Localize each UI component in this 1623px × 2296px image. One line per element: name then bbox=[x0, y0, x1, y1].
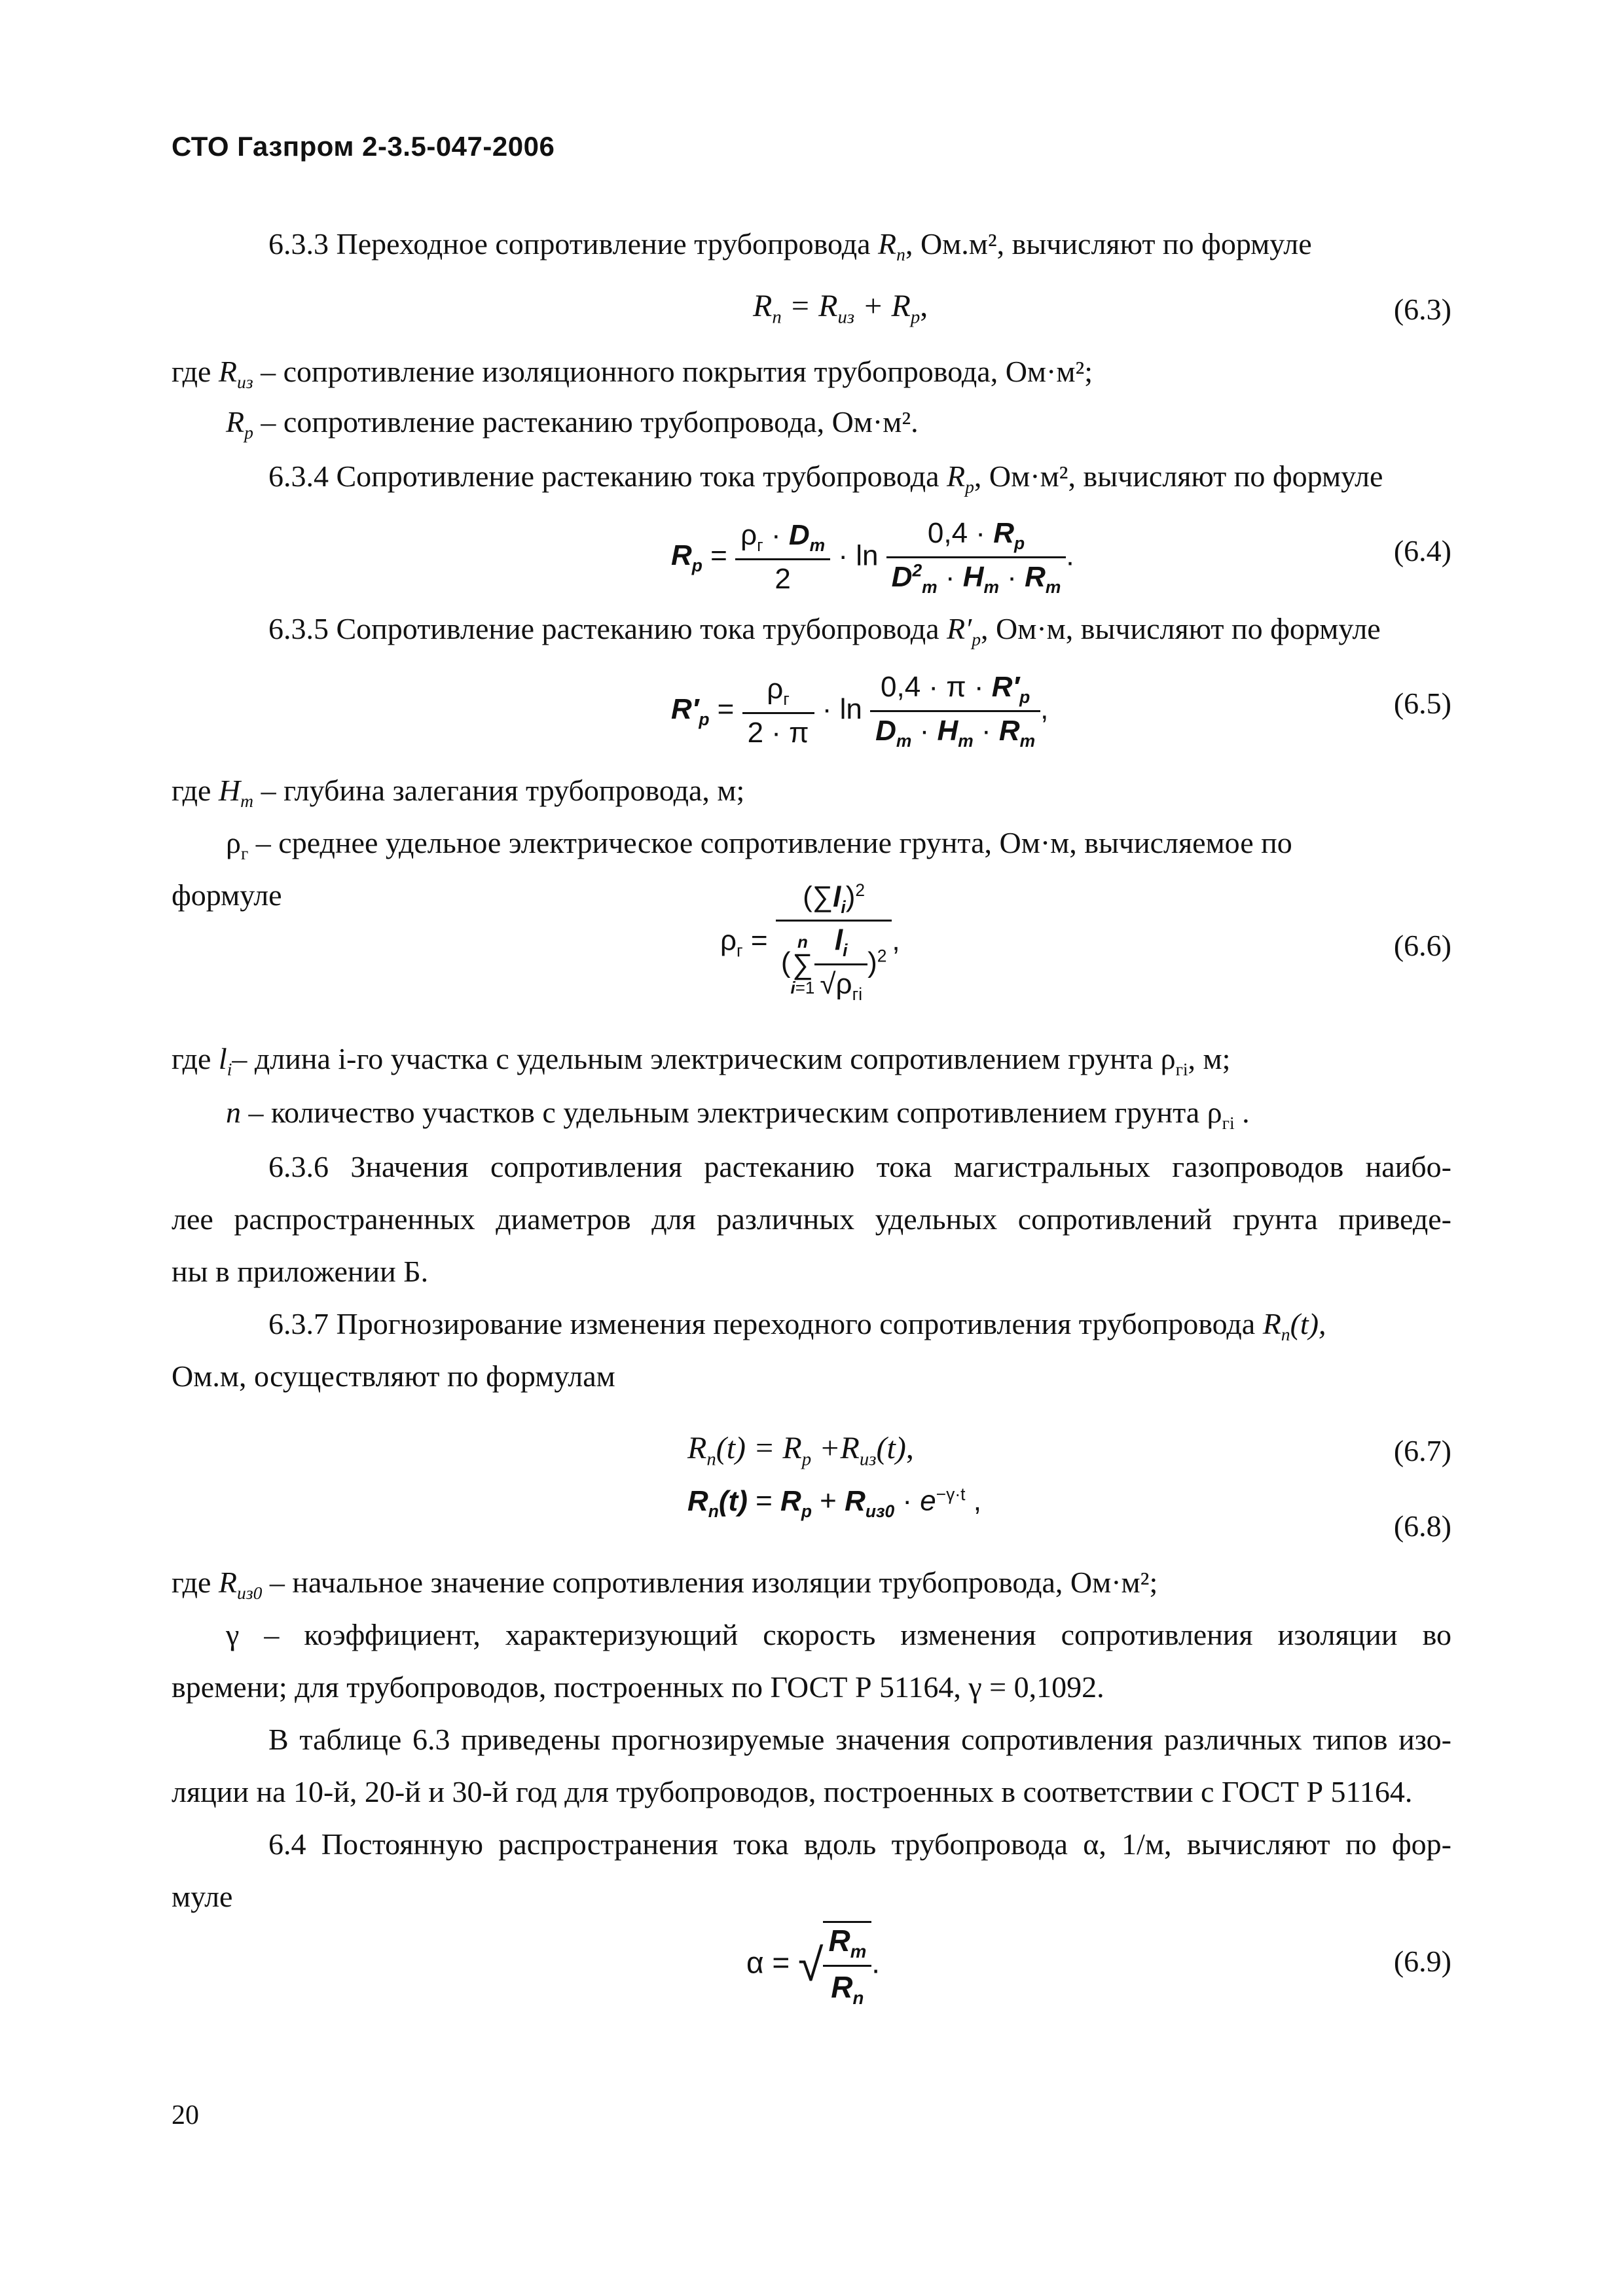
paragraph-6-3-6-line-3: ны в приложении Б. bbox=[172, 1255, 429, 1288]
equation-number-6-5: (6.5) bbox=[1393, 687, 1451, 720]
equation-number-6-9: (6.9) bbox=[1393, 1945, 1451, 1978]
paragraph-6-3-3 bbox=[268, 223, 1312, 276]
definition-riz bbox=[172, 350, 1093, 404]
where-word: где bbox=[172, 774, 219, 807]
where-word: где bbox=[172, 355, 219, 388]
paragraph-text: , Ом.м², вычисляют по формуле bbox=[905, 227, 1312, 260]
symbol-riz0: $R_{из0}$ bbox=[218, 1566, 263, 1604]
fraction: $\frac{0,4 \cdot \pi \cdot R'_p}{D_m \cdot H_m \cdot R_m}$ bbox=[870, 671, 1040, 751]
paragraph-6-4-line-2: муле bbox=[172, 1880, 233, 1913]
definition-text: – количество участков с удельным электрическим сопротивлением грунта bbox=[241, 1096, 1207, 1129]
symbol-riz: $R_{из}$ bbox=[218, 355, 253, 393]
definition-riz0 bbox=[172, 1561, 1158, 1615]
symbol-li: $l_i$ bbox=[218, 1042, 232, 1080]
formula-6-4: $R_p$ = $\frac{\rho_г \cdot D_m}{2}$ · ln $\frac{0,4 \cdot R_p}{D^2_m \cdot H_m \cdot R_m}$ . bbox=[671, 517, 1074, 598]
equation-number-6-4: (6.4) bbox=[1393, 534, 1451, 567]
definition-text: – среднее удельное электрическое сопротивление грунта, Ом·м, вычисляемое по bbox=[248, 826, 1292, 859]
equation-number-6-3: (6.3) bbox=[1393, 293, 1451, 326]
symbol-rho-gi: $\rho_{гi}$ bbox=[1160, 1042, 1188, 1080]
definition-text: – длина i-го участка с удельным электрическим сопротивлением грунта bbox=[232, 1042, 1161, 1075]
definition-gamma-line-1: γ – коэффициент, характеризующий скорость изменения сопротивления изоляции во bbox=[226, 1618, 1451, 1651]
table-6-3-note-line-1: В таблице 6.3 приведены прогнозируемые значения сопротивления различных типов изо- bbox=[268, 1723, 1451, 1756]
paragraph-text: 6.3.5 Сопротивление растеканию тока трубопровода bbox=[268, 612, 947, 645]
fraction: $\frac{0,4 \cdot R_p}{D^2_m \cdot H_m \cdot R_m}$ bbox=[886, 517, 1067, 598]
formula-6-7: $R_п(t) = R_р +R_{из}(t)$, bbox=[687, 1431, 914, 1470]
formula-word: формуле bbox=[172, 878, 282, 912]
fraction: $\frac{\rho_г \cdot D_m}{2}$ bbox=[735, 519, 830, 596]
paragraph-text: , Ом·м², вычисляют по формуле bbox=[974, 459, 1383, 493]
paragraph-6-3-4 bbox=[268, 455, 1383, 509]
definition-hm bbox=[172, 769, 744, 823]
symbol-rp: $R_р$ bbox=[947, 459, 974, 497]
symbol-hm: $H_т$ bbox=[218, 774, 254, 812]
symbol-rn-t: $R_п(t)$, bbox=[1262, 1307, 1326, 1345]
definition-text: . bbox=[1234, 1096, 1250, 1129]
symbol-rp-prime: $R'_р$ bbox=[947, 612, 981, 650]
paragraph-6-3-7-line-1 bbox=[268, 1302, 1326, 1356]
symbol-rho-g: $\rho_г$ bbox=[226, 826, 249, 864]
definition-gamma-line-2: времени; для трубопроводов, построенных по ГОСТ Р 51164, γ = 0,1092. bbox=[172, 1670, 1104, 1704]
definition-n bbox=[226, 1091, 1250, 1145]
formula-6-5: $R'_p$ = $\frac{\rho_г}{2 \cdot \pi}$ · ln $\frac{0,4 \cdot \pi \cdot R'_p}{D_m \cdot H_m \cdot R_m}$ , bbox=[671, 671, 1049, 751]
definition-text: – сопротивление растеканию трубопровода, Ом·м². bbox=[253, 405, 919, 439]
paragraph-6-4-line-1: 6.4 Постоянную распространения тока вдоль трубопровода α, 1/м, вычисляют по фор- bbox=[268, 1827, 1451, 1861]
formula-6-6: $\rho_г$ = $(\sum l_i)^2$ ( n ∑ i=1 $\frac{l_i}{√\rho_{гi}}$ )$^2$ , bbox=[720, 880, 900, 1005]
paragraph-text: 6.3.4 Сопротивление растеканию тока трубопровода bbox=[268, 459, 947, 493]
paragraph-text: 6.3.3 Переходное сопротивление трубопровода bbox=[268, 227, 879, 260]
formula-6-8: $R_n(t) = R_p + R_{из0} \cdot e^{-\gamma\cdot t}$ , bbox=[687, 1484, 981, 1521]
paragraph-6-3-5 bbox=[268, 607, 1381, 661]
equation-number-6-6: (6.6) bbox=[1393, 929, 1451, 962]
symbol-rho-gi: $\rho_{гi}$ bbox=[1207, 1096, 1235, 1134]
where-word: где bbox=[172, 1566, 219, 1599]
fraction: $\frac{\rho_г}{2 \cdot \pi}$ bbox=[742, 673, 814, 749]
where-word: где bbox=[172, 1042, 219, 1075]
symbol-rp: $R_р$ bbox=[226, 405, 253, 443]
equation-number-6-8: (6.8) bbox=[1393, 1509, 1451, 1543]
fraction: $(\sum l_i)^2$ ( n ∑ i=1 $\frac{l_i}{√\rho_{гi}}$ )$^2$ bbox=[776, 880, 892, 1005]
paragraph-6-3-7-line-2: Ом.м, осуществляют по формулам bbox=[172, 1359, 615, 1393]
page-number: 20 bbox=[172, 2100, 199, 2130]
paragraph-6-3-6-line-1: 6.3.6 Значения сопротивления растеканию тока магистральных газопроводов наибо- bbox=[268, 1150, 1451, 1183]
equation-number-6-7: (6.7) bbox=[1393, 1434, 1451, 1467]
definition-text: – глубина залегания трубопровода, м; bbox=[253, 774, 745, 807]
definition-rho bbox=[226, 821, 1292, 875]
definition-text: – сопротивление изоляционного покрытия трубопровода, Ом·м²; bbox=[253, 355, 1093, 388]
definition-text: – начальное значение сопротивления изоляции трубопровода, Ом·м²; bbox=[262, 1566, 1158, 1599]
symbol-n: n bbox=[226, 1096, 241, 1129]
definition-li bbox=[172, 1037, 1230, 1091]
paragraph-6-3-6-line-2: лее распространенных диаметров для различных удельных сопротивлений грунта приведе- bbox=[172, 1202, 1451, 1236]
symbol-rn: $R_п$ bbox=[878, 227, 905, 265]
definition-text: , м; bbox=[1188, 1042, 1231, 1075]
formula-6-9: α = √ $\frac{R_m}{R_n}$ . bbox=[746, 1921, 880, 2009]
formula-6-3: $R_п = R_{из} + R_р$, bbox=[753, 289, 928, 328]
paragraph-text: , Ом·м, вычисляют по формуле bbox=[980, 612, 1381, 645]
definition-rp bbox=[226, 401, 919, 454]
page-header: СТО Газпром 2-3.5-047-2006 bbox=[172, 131, 555, 162]
table-6-3-note-line-2: ляции на 10-й, 20-й и 30-й год для трубопроводов, построенных в соответствии с ГОСТ Р 51164. bbox=[172, 1775, 1413, 1808]
fraction: $\frac{R_m}{R_n}$ bbox=[823, 1921, 871, 2009]
paragraph-text: 6.3.7 Прогнозирование изменения переходного сопротивления трубопровода bbox=[268, 1307, 1263, 1340]
